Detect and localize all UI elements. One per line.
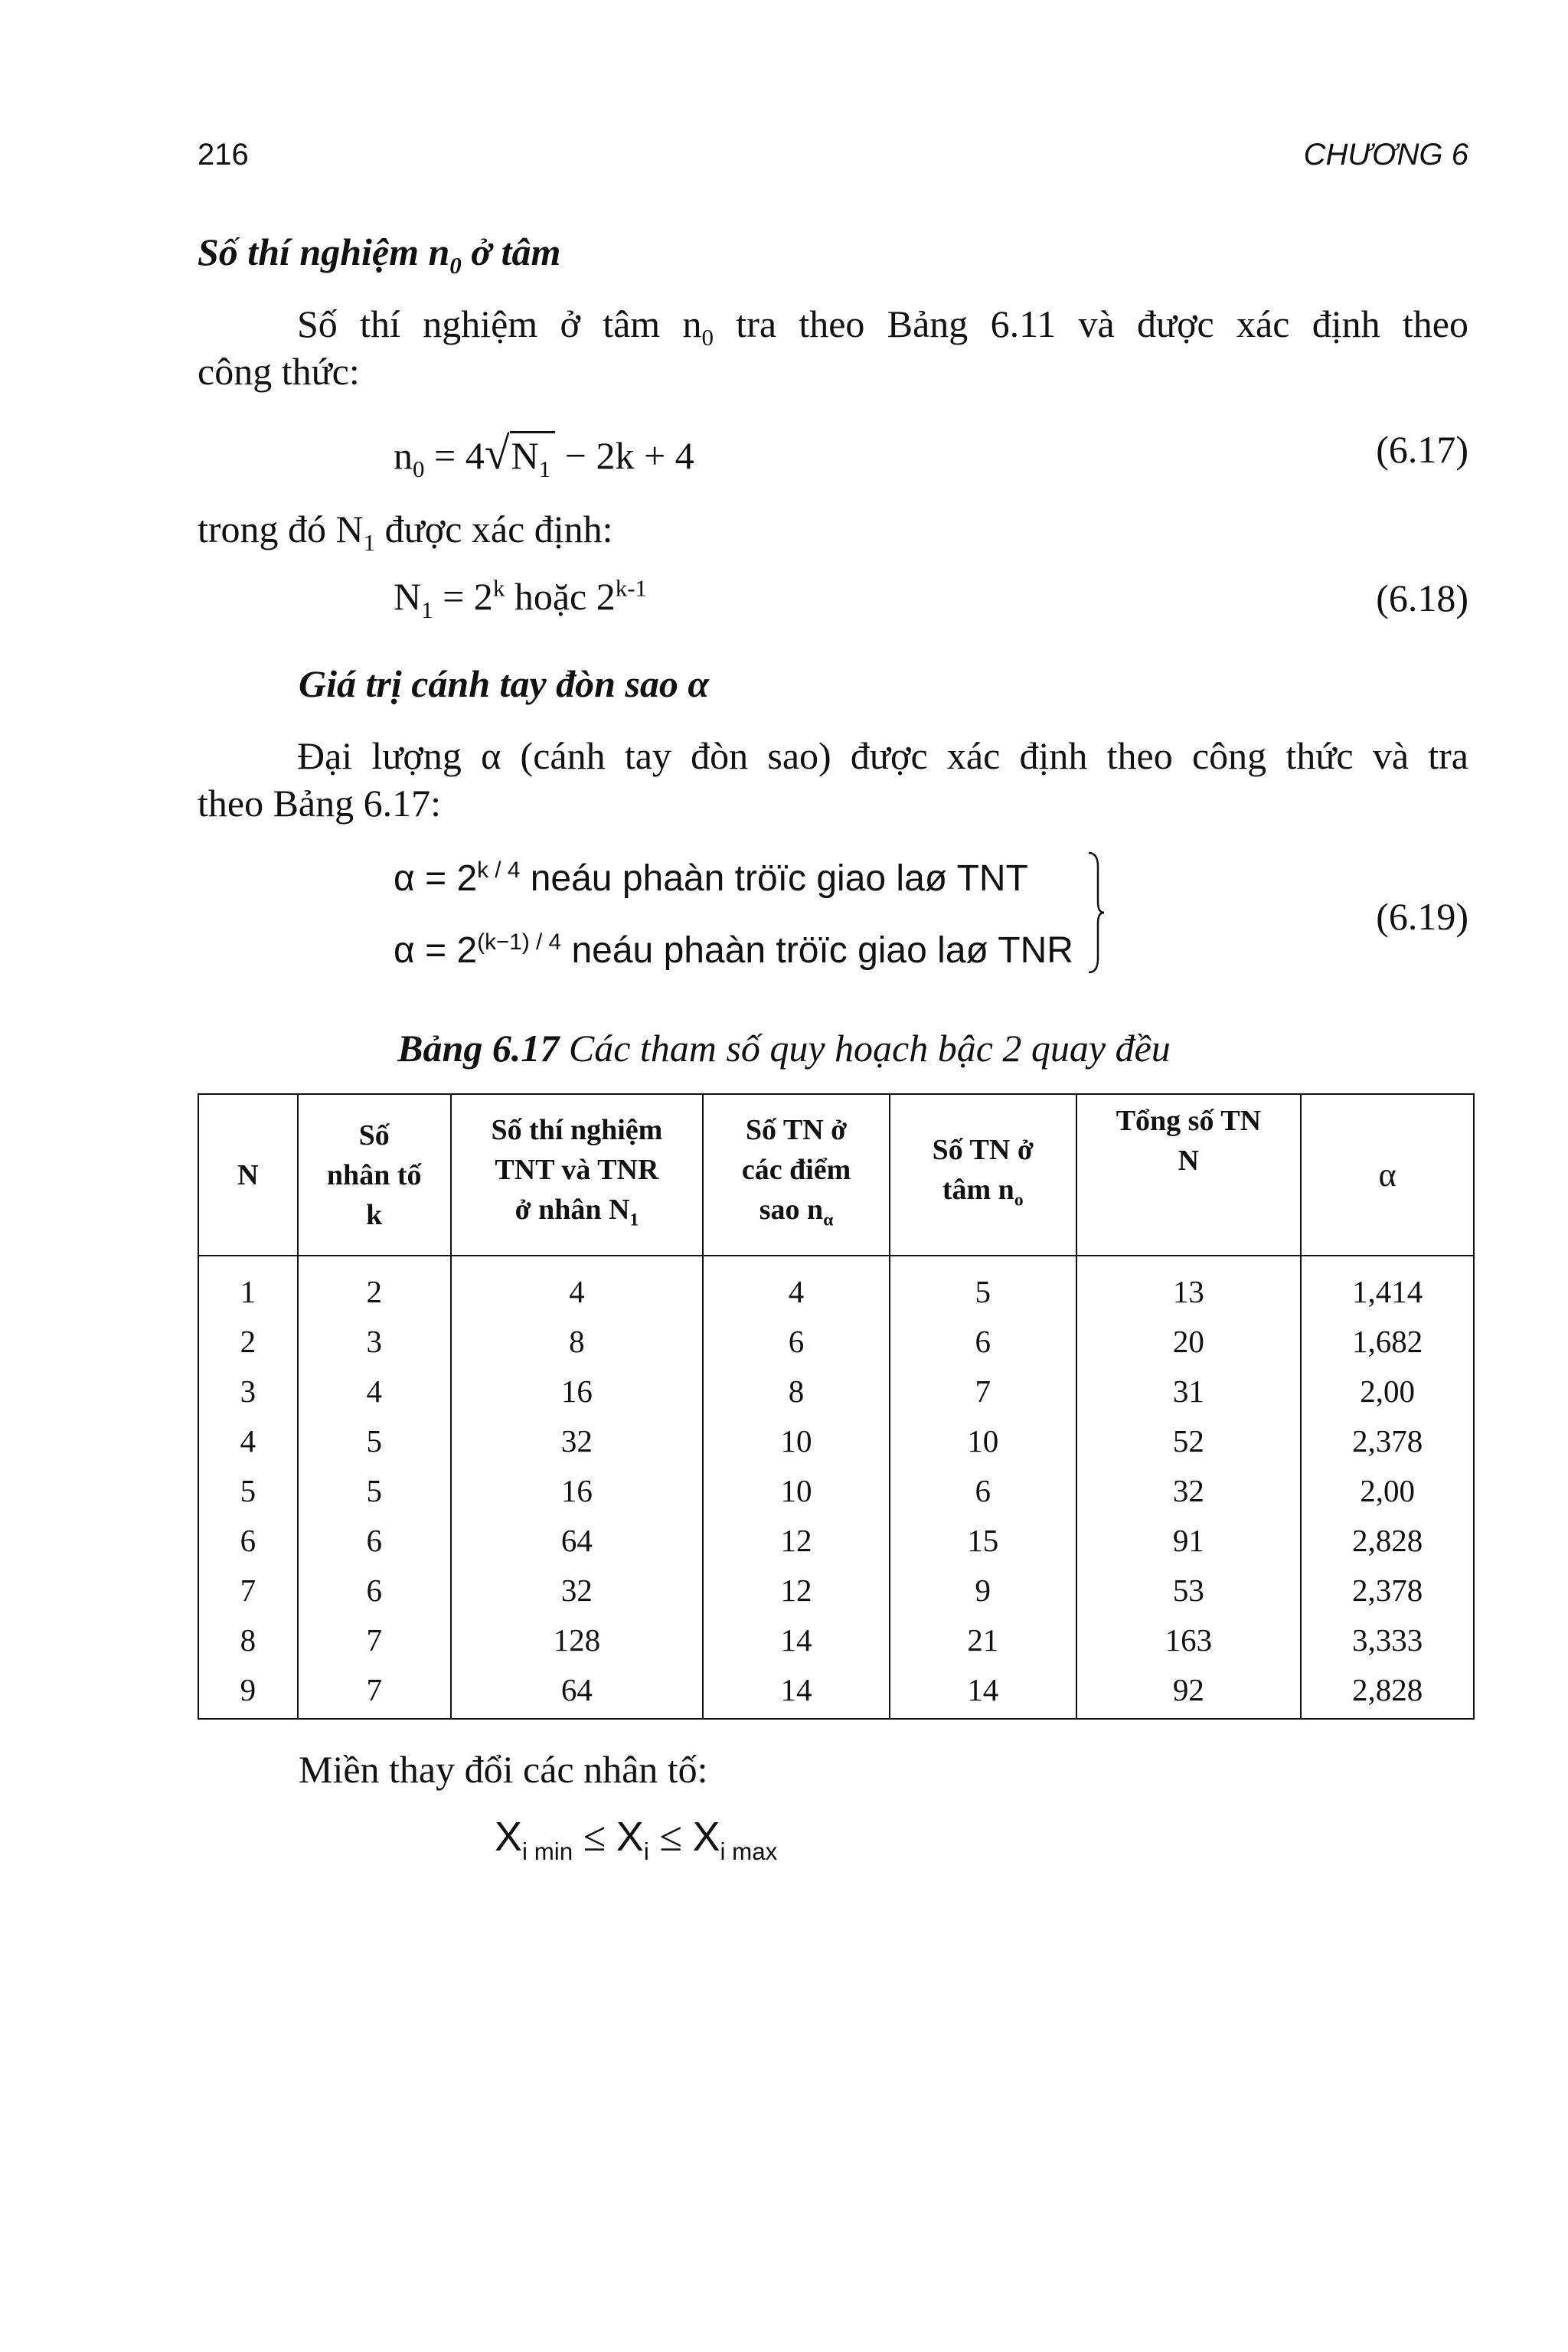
table-caption: Bảng 6.17 Các tham số quy hoạch bậc 2 quay đều [397, 1027, 1171, 1070]
header-center-points: Số TN ở tâm $n_o$ [890, 1094, 1076, 1256]
equation-6-17: $n_0 = 4√N_1 - 2k + 4$ [394, 428, 694, 482]
equation-6-19-line1: $\alpha = 2^{k / 4}$ neáu phaàn tröïc giao laø TNT [394, 858, 1028, 899]
table-header-row [198, 1094, 1474, 1256]
equation-6-19-line2: $\alpha = 2^{(k-1) / 4}$ neáu phaàn tröïc giao laø TNR [394, 929, 1073, 971]
table-row: 6 6 64 12 15 91 2,828 [198, 1515, 1474, 1565]
page-number: 216 [198, 138, 249, 172]
table-row: 9 7 64 14 14 92 2,828 [198, 1664, 1474, 1719]
factor-range-inequality: $X_{i min} \le X_i \le X_{i max}$ [495, 1814, 778, 1865]
header-total: Tổng số TN N [1076, 1094, 1302, 1256]
header-n: N [198, 1094, 298, 1256]
chapter-title: CHƯƠNG 6 [1303, 138, 1468, 172]
table-row: 4 5 32 10 10 52 2,378 [198, 1416, 1474, 1465]
table-row: 3 4 16 8 7 31 2,00 [198, 1366, 1474, 1416]
header-alpha: α [1301, 1094, 1474, 1256]
table-row: 1 2 4 4 5 13 1,414 [198, 1256, 1474, 1316]
right-brace [1087, 851, 1106, 974]
paragraph-center-runs-line2: công thức: [198, 350, 360, 393]
equation-number-6-17: (6.17) [1376, 428, 1468, 471]
table-row: 5 5 16 10 6 32 2,00 [198, 1465, 1474, 1515]
header-experiments: Số thí nghiệm TNT và TNR ở nhân $N_1$ [451, 1094, 704, 1256]
section-heading-center-runs: Số thí nghiệm $n_0$ ở tâm [198, 230, 561, 279]
paragraph-center-runs: Số thí nghiệm ở tâm $n_0$ tra theo Bảng 6.11 và được xác định theo [297, 302, 1469, 351]
header-factors: Số nhân tố k [298, 1094, 451, 1256]
section-heading-star-arm: Giá trị cánh tay đòn sao α [299, 662, 710, 705]
paragraph-alpha: Đại lượng α (cánh tay đòn sao) được xác định theo công thức và tra [297, 734, 1468, 777]
header-star-points: Số TN ở các điểm sao $n_\alpha$ [703, 1094, 890, 1256]
factor-range-paragraph: Miền thay đổi các nhân tố: [299, 1748, 708, 1791]
paragraph-alpha-line2: theo Bảng 6.17: [198, 782, 442, 825]
equation-number-6-18: (6.18) [1376, 577, 1468, 619]
where-clause: trong đó $N_1$ được xác định: [198, 508, 613, 556]
table-row: 8 7 128 14 21 163 3,333 [198, 1615, 1474, 1664]
table-row: 7 6 32 12 9 53 2,378 [198, 1565, 1474, 1615]
equation-6-18: $N_1 = 2^k$ hoặc 2$^{k-1}$ [394, 574, 648, 623]
table-row: 2 3 8 6 6 20 1,682 [198, 1316, 1474, 1366]
equation-number-6-19: (6.19) [1376, 895, 1468, 938]
parameters-table [198, 1093, 1475, 1720]
